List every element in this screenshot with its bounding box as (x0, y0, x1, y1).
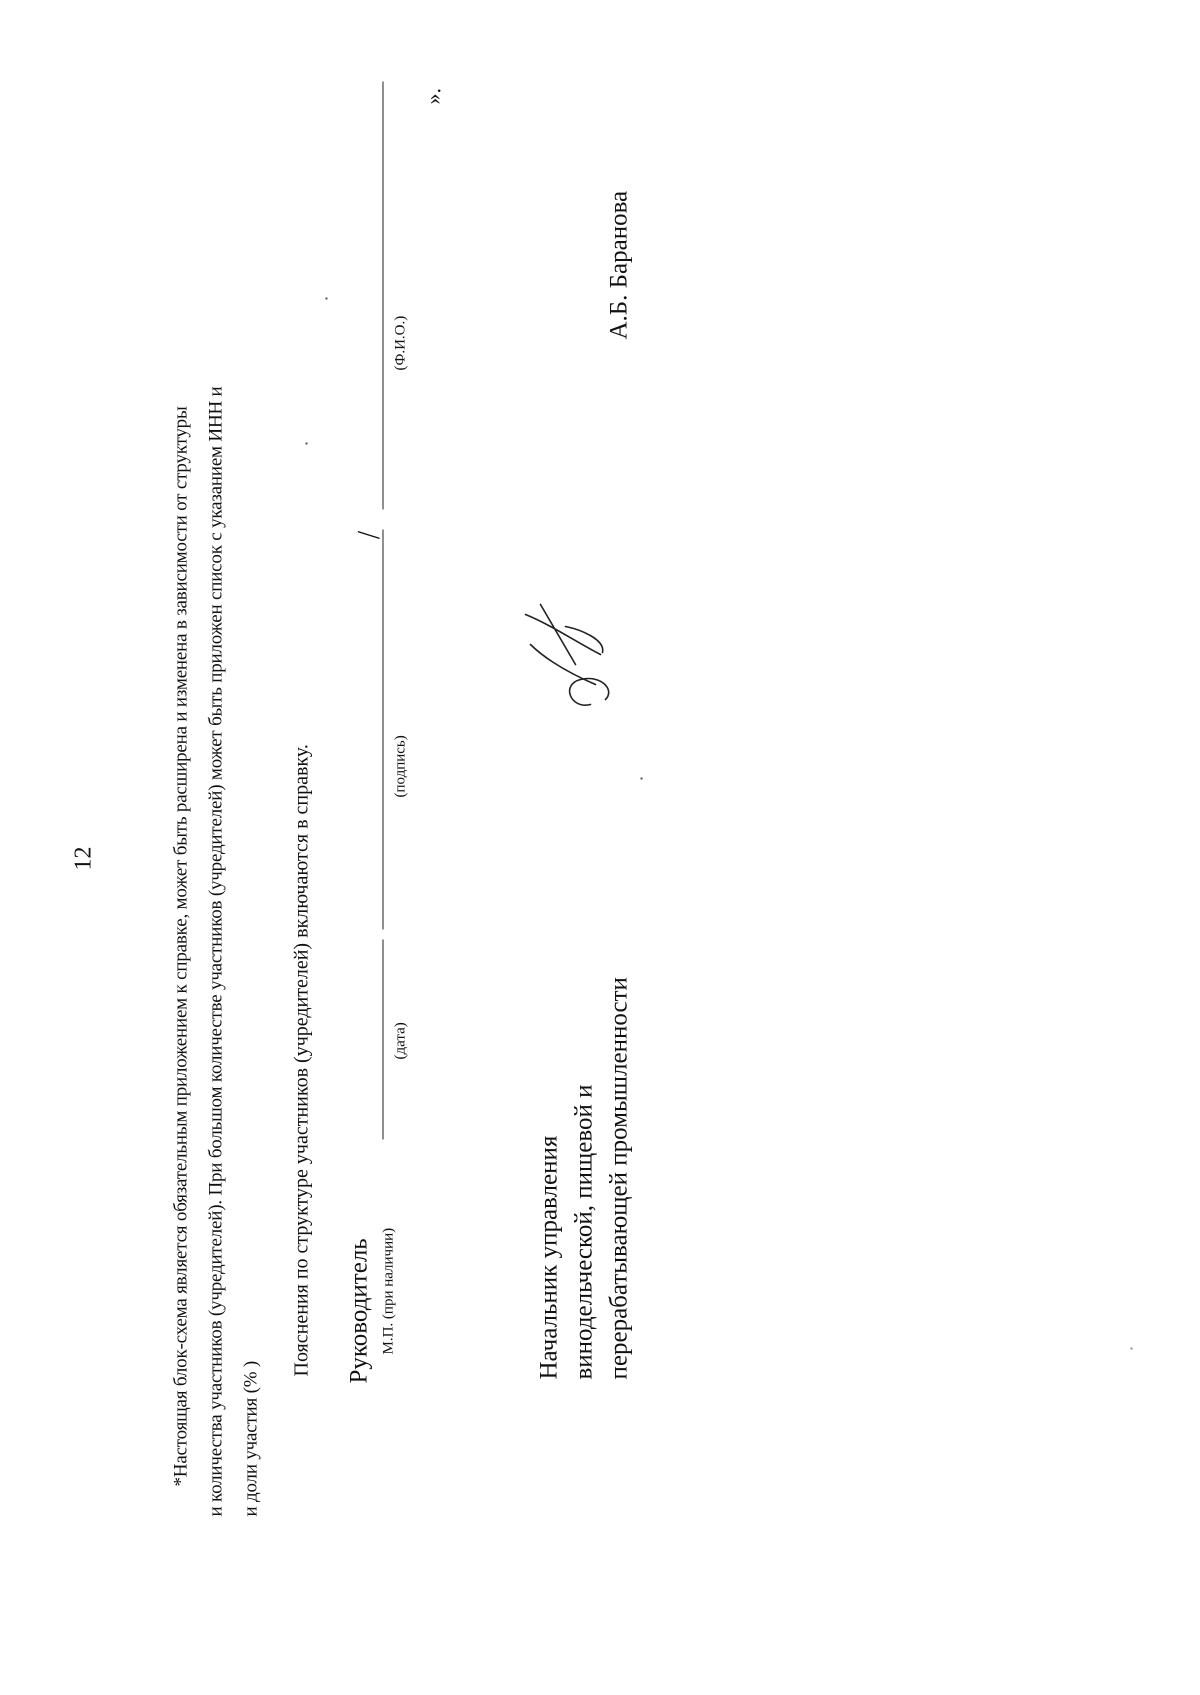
handwritten-signature-icon (521, 595, 621, 715)
speck (326, 298, 328, 300)
name-line (383, 82, 384, 510)
page-number: 12 (70, 846, 97, 871)
official-name: А.Б. Баранова (605, 190, 633, 340)
role-label: Руководитель (345, 1238, 373, 1384)
stamp-label: М.П. (при наличии) (380, 1227, 397, 1355)
closing-quote: ». (420, 88, 446, 105)
official-title-line-1: Начальник управления (535, 1135, 563, 1380)
document-page (1, 0, 1200, 1695)
signature-line (383, 530, 384, 930)
date-line (383, 940, 384, 1140)
slash-mark: / (352, 528, 386, 543)
official-title-line-2: винодельческой, пищевой и (570, 1084, 598, 1380)
official-title-line-3: перерабатывающей промышленности (605, 977, 633, 1380)
speck (306, 443, 308, 445)
footnote-line-3: и доли участия (% ) (240, 1360, 262, 1517)
speck (641, 778, 643, 780)
speck (1131, 1348, 1133, 1350)
name-caption: (Ф.И.О.) (392, 315, 409, 371)
footnote-line-1: *Настоящая блок-схема является обязательным приложением к справке, может быть расширена и изменена в зависимости от структуры (170, 406, 192, 1487)
footnote-line-2: и количества участников (учредителей). При большом количестве участников (учредителей) может быть приложен список с указанием ИНН и (205, 386, 227, 1517)
explanation-text: Пояснения по структуре участников (учредителей) включаются в справку. (290, 744, 313, 1377)
date-caption: (дата) (392, 1022, 409, 1060)
signature-caption: (подпись) (392, 735, 409, 798)
